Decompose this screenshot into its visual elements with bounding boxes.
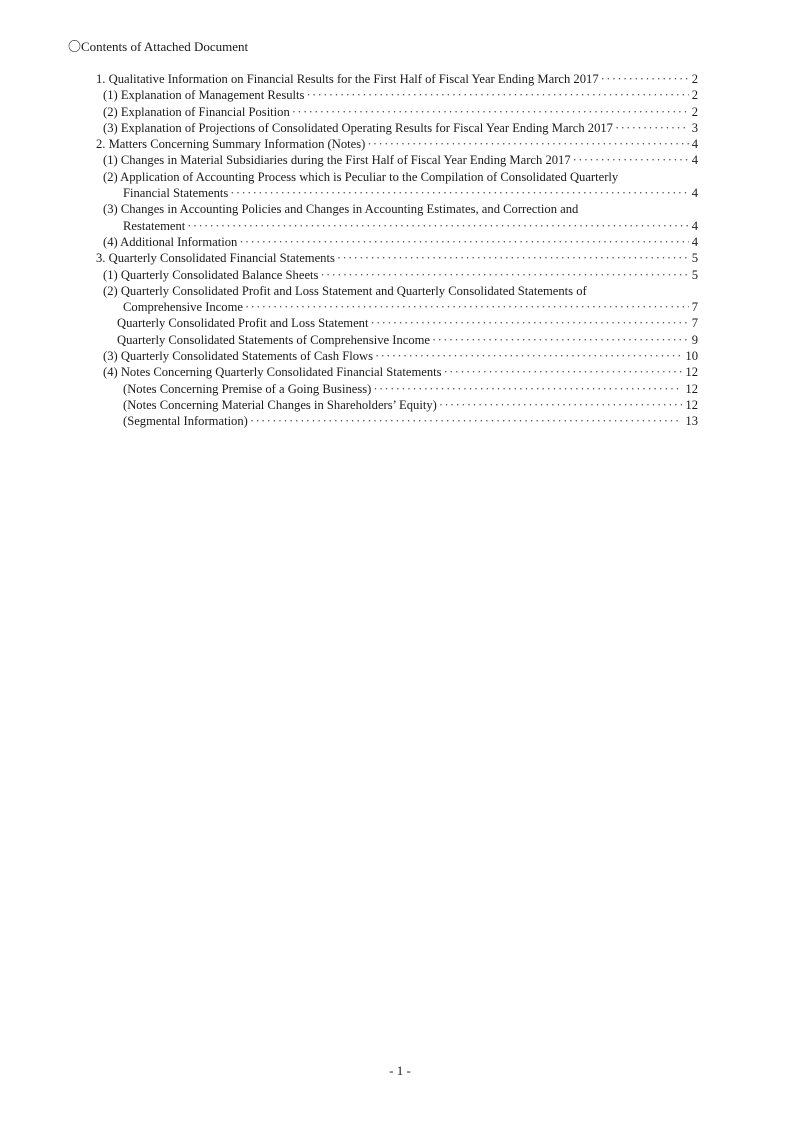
dot-leader	[573, 152, 689, 168]
toc-page-number: 4	[691, 234, 698, 249]
toc-page-number: 12	[685, 381, 698, 396]
dot-leader	[370, 315, 688, 331]
page-number-footer: - 1 -	[389, 1063, 411, 1078]
toc-entry[interactable]	[0, 87, 800, 103]
dot-leader	[439, 397, 683, 413]
dot-leader	[250, 413, 683, 429]
toc-page-number: 2	[691, 104, 698, 119]
dot-leader	[601, 71, 689, 87]
toc-entry-title: (4) Additional Information	[103, 234, 238, 249]
toc-entry-title: (Notes Concerning Premise of a Going Business)	[123, 381, 372, 396]
toc-page-number: 7	[691, 316, 698, 331]
toc-page-number: 5	[691, 267, 698, 282]
toc-entry[interactable]	[0, 234, 800, 250]
toc-entry[interactable]	[0, 348, 800, 364]
toc-entry-title: Quarterly Consolidated Profit and Loss Statement	[117, 316, 369, 331]
toc-page-number: 4	[691, 153, 698, 168]
toc-page-number: 2	[691, 72, 698, 86]
toc-page-number: 2	[691, 88, 698, 103]
toc-entry[interactable]	[0, 413, 800, 429]
toc-entry[interactable]	[0, 332, 800, 348]
toc-page-number: 4	[691, 137, 698, 152]
toc-entry[interactable]	[0, 283, 800, 316]
toc-entry-title: 3. Quarterly Consolidated Financial Statements	[96, 251, 335, 266]
toc-entry-title-continued: Financial Statements	[123, 186, 229, 201]
toc-entry[interactable]	[0, 364, 800, 380]
dot-leader	[432, 332, 689, 348]
toc-entry[interactable]	[0, 136, 800, 152]
toc-entry[interactable]	[0, 381, 800, 397]
toc-entry-title: (1) Explanation of Management Results	[103, 88, 305, 103]
toc-entry-title: (3) Changes in Accounting Policies and Changes in Accounting Estimates, and Correction and	[103, 202, 579, 217]
dot-leader	[373, 381, 682, 397]
toc-entry-title: (2) Application of Accounting Process which is Peculiar to the Compilation of Consolidated Quarterly	[103, 169, 619, 184]
toc-page-number: 4	[691, 186, 698, 201]
toc-entry-title: (2) Quarterly Consolidated Profit and Loss Statement and Quarterly Consolidated Statements of	[103, 283, 587, 298]
toc-entry-title: (1) Changes in Material Subsidiaries during the First Half of Fiscal Year Ending March 2017	[103, 153, 571, 168]
table-of-contents	[0, 71, 800, 430]
toc-page-number: 12	[685, 397, 698, 412]
dot-leader	[615, 120, 689, 136]
toc-page-number: 7	[691, 300, 698, 315]
toc-entry-title: 1. Qualitative Information on Financial Results for the First Half of Fiscal Year Ending March 2017	[96, 72, 599, 86]
toc-entry[interactable]	[0, 397, 800, 413]
toc-entry[interactable]	[0, 104, 800, 120]
toc-entry[interactable]	[0, 71, 800, 87]
dot-leader	[375, 348, 682, 364]
toc-entry-title: (Notes Concerning Material Changes in Shareholders’ Equity)	[123, 397, 437, 412]
toc-entry-title: Quarterly Consolidated Statements of Comprehensive Income	[117, 332, 431, 347]
dot-leader	[320, 267, 688, 283]
toc-entry[interactable]	[0, 315, 800, 331]
dot-leader	[337, 250, 689, 266]
dot-leader	[292, 104, 689, 120]
toc-page-number: 4	[691, 218, 698, 233]
dot-leader	[367, 136, 688, 152]
toc-entry[interactable]	[0, 267, 800, 283]
toc-entry-title: (3) Quarterly Consolidated Statements of Cash Flows	[103, 349, 374, 364]
toc-entry-title: (1) Quarterly Consolidated Balance Sheets	[103, 267, 319, 282]
toc-entry-title-continued: Restatement	[123, 218, 186, 233]
dot-leader	[230, 185, 688, 201]
toc-entry-title: 2. Matters Concerning Summary Information (Notes)	[96, 137, 366, 152]
page-title: 〇Contents of Attached Document	[68, 39, 249, 54]
toc-entry-title-continued: Comprehensive Income	[123, 300, 243, 315]
toc-entry-title: (4) Notes Concerning Quarterly Consolidated Financial Statements	[103, 365, 442, 380]
toc-entry[interactable]	[0, 169, 800, 202]
dot-leader	[306, 87, 688, 103]
toc-page-number: 10	[685, 349, 698, 364]
dot-leader	[187, 218, 688, 234]
toc-entry[interactable]	[0, 201, 800, 234]
toc-entry-title: (Segmental Information)	[123, 414, 248, 429]
toc-page-number: 3	[691, 120, 698, 135]
toc-entry[interactable]	[0, 120, 800, 136]
dot-leader	[444, 364, 683, 380]
toc-entry[interactable]	[0, 250, 800, 266]
toc-entry-title: (3) Explanation of Projections of Consolidated Operating Results for Fiscal Year Ending March 2017	[103, 120, 613, 135]
toc-page-number: 5	[691, 251, 698, 266]
toc-page-number: 12	[685, 365, 698, 380]
dot-leader	[239, 234, 688, 250]
toc-page-number: 9	[691, 332, 698, 347]
toc-entry-title: (2) Explanation of Financial Position	[103, 104, 290, 119]
dot-leader	[245, 299, 689, 315]
toc-page-number: 13	[685, 414, 698, 429]
toc-entry[interactable]	[0, 152, 800, 168]
